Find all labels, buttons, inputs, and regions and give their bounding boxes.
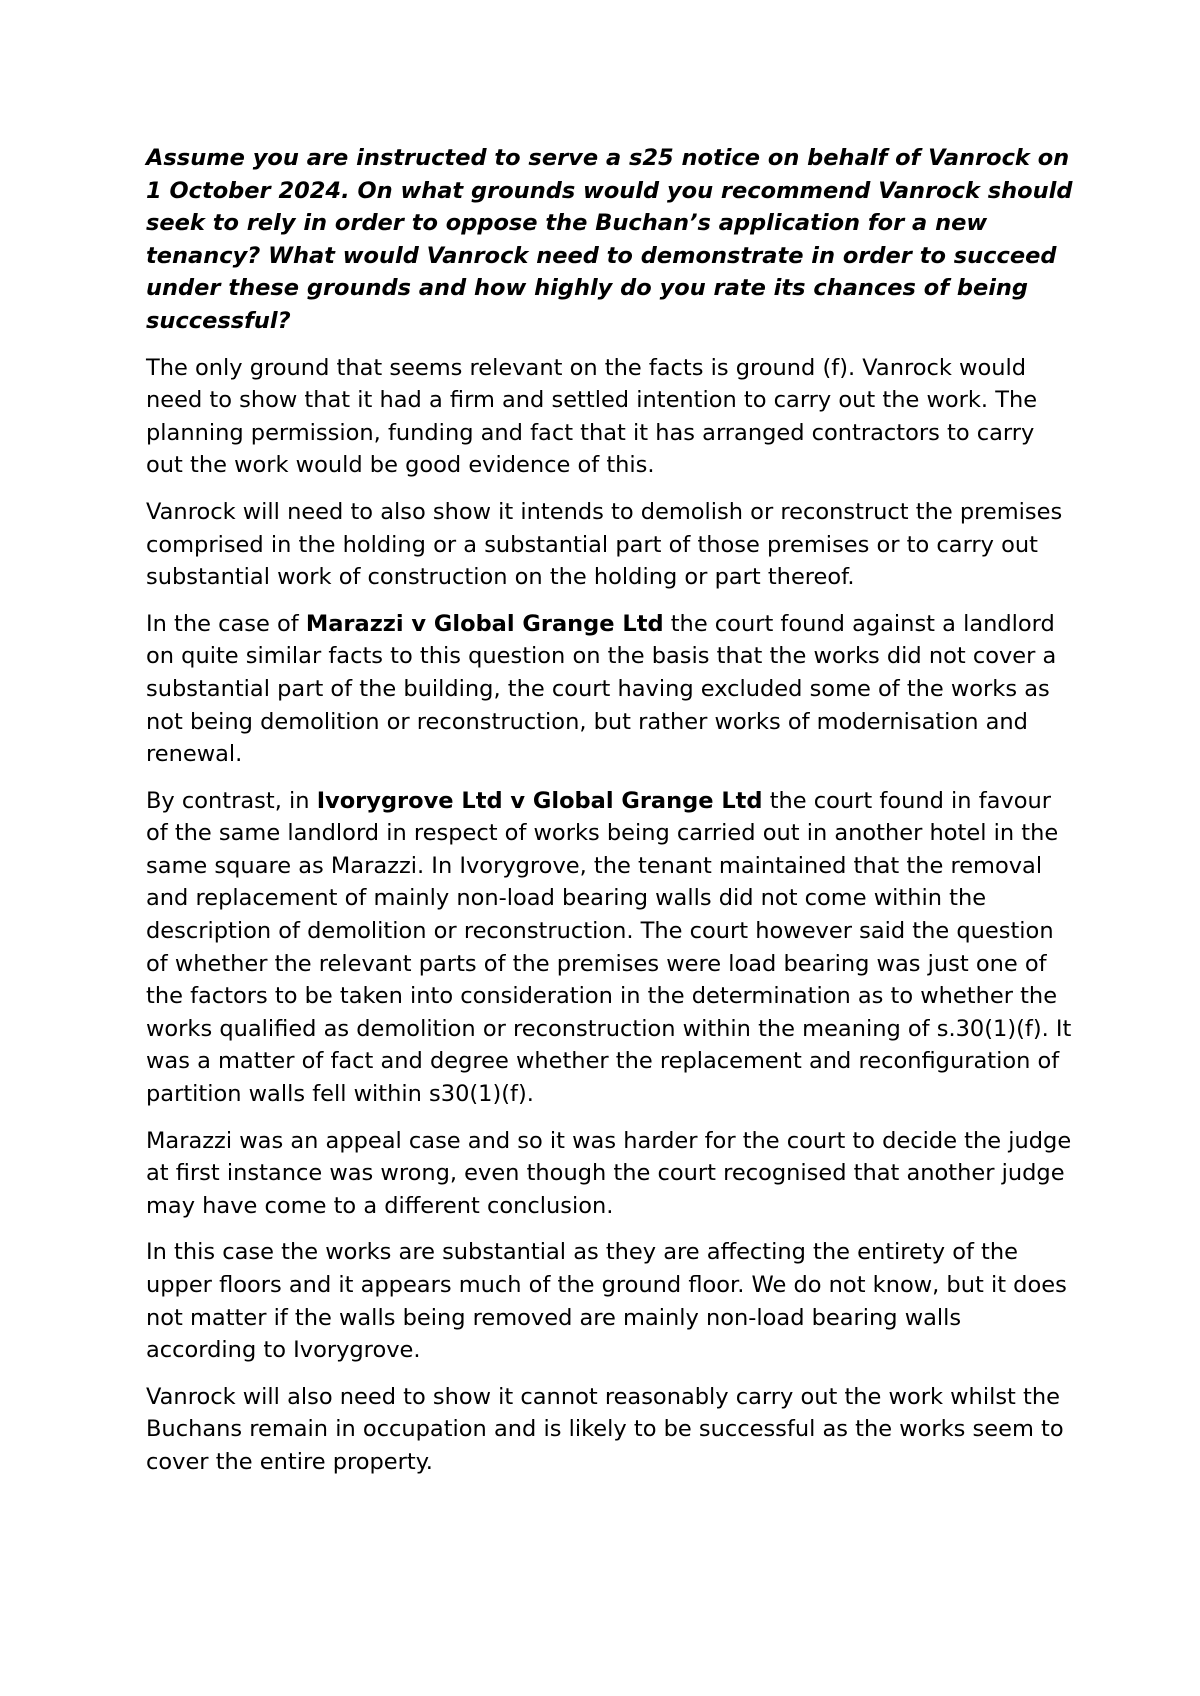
paragraph-appeal: Marazzi was an appeal case and so it was harder for the court to decide the judge at first instance was wrong, even though the court recognised that another judge may have come to a different conclusion. (146, 1127, 1072, 1219)
case-name-marazzi: Marazzi v Global Grange Ltd (305, 610, 664, 637)
paragraph-text: In the case of (146, 610, 306, 637)
paragraph-substantial-works: In this case the works are substantial as they are affecting the entirety of the upper floors and it appears much of the ground floor. We do not know, but it does not matter if the walls being removed are mainly non-load bearing walls according to Ivorygrove. (146, 1239, 1067, 1364)
paragraph-text: the court found against a landlord on quite similar facts to this question on the basis that the works did not cover a substantial part of the building, the court having excluded some of the works as not being demolition or reconstruction, but rather works of modernisation and renewal. (146, 610, 1057, 768)
case-name-ivorygrove: Ivorygrove Ltd v Global Grange Ltd (316, 787, 763, 814)
document-page (146, 142, 1076, 1493)
paragraph-occupation: Vanrock will also need to show it cannot reasonably carry out the work whilst the Buchans remain in occupation and is likely to be successful as the works seem to cover the entire property. (146, 1383, 1064, 1475)
paragraph-ivorygrove (146, 785, 1076, 1111)
question-text: Assume you are instructed to serve a s25 notice on behalf of Vanrock on 1 October 2024. On what grounds would you recommend Vanrock should seek to rely in order to oppose the Buchan’s application for a new tenancy? What would Vanrock need to demonstrate in order to succeed under these grounds and how highly do you rate its chances of being successful? (146, 145, 1073, 334)
paragraph-text: the court found in favour of the same landlord in respect of works being carried out in another hotel in the same square as Marazzi. In Ivorygrove, the tenant maintained that the removal and replacement of mainly non-load bearing walls did not come within the description of demolition or reconstruction. The court however said the question of whether the relevant parts of the premises were load bearing was just one of the factors to be taken into consideration in the determination as to whether the works qualified as demolition or reconstruction within the meaning of s.30(1)(f). It was a matter of fact and degree whether the replacement and reconfiguration of partition walls fell within s30(1)(f). (146, 787, 1072, 1108)
paragraph-ground-f: The only ground that seems relevant on the facts is ground (f). Vanrock would need to show that it had a firm and settled intention to carry out the work. The planning permission, funding and fact that it has arranged contractors to carry out the work would be good evidence of this. (146, 354, 1038, 479)
paragraph-marazzi (146, 608, 1076, 771)
paragraph-demolish-reconstruct: Vanrock will need to also show it intends to demolish or reconstruct the premises comprised in the holding or a substantial part of those premises or to carry out substantial work of construction on the holding or part thereof. (146, 498, 1063, 591)
paragraph-text: By contrast, in (146, 787, 317, 814)
